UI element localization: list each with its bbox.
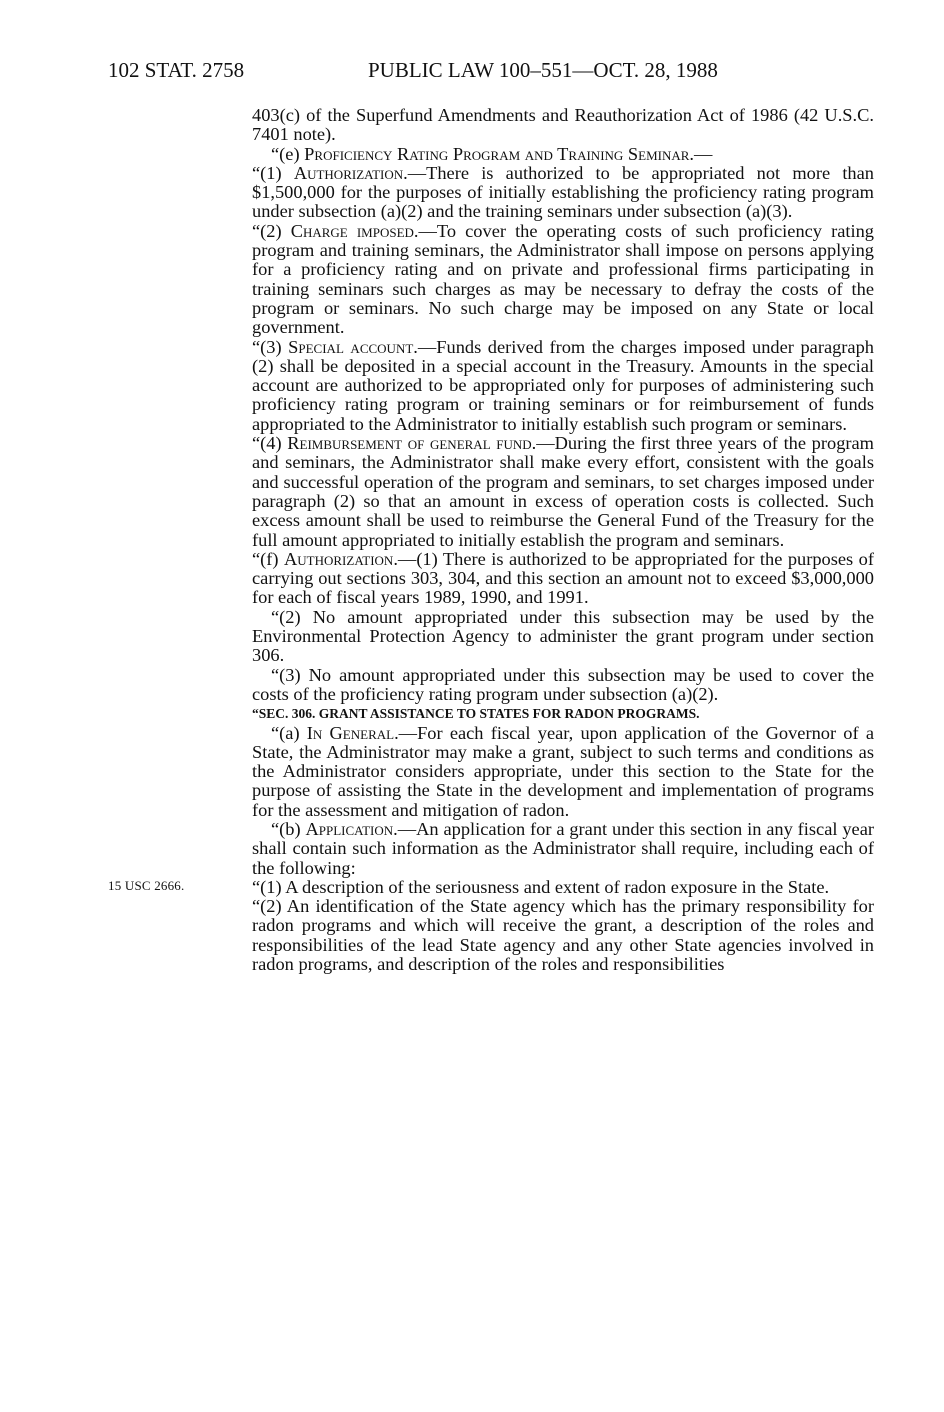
subsection-f: “(f) Authorization.—(1) There is authorized to be appropriated for the purposes of carrying out sections 303, 304, and this section an amount not to exceed $3,000,000 for each of fiscal years 1989, 1990, and 1991.	[252, 548, 874, 608]
paragraph-b-2: “(2) An identification of the State agency which has the primary responsibility for radon programs and which will receive the grant, a description of the roles and responsibilities of the lead State agency and any other State agencies involved in radon programs, and description of the roles and responsibilities	[252, 896, 874, 975]
paragraph: 403(c) of the Superfund Amendments and Reauthorization Act of 1986 (42 U.S.C. 7401 note).	[252, 105, 874, 145]
document-body	[252, 106, 874, 974]
paragraph-e-4: “(4) Reimbursement of general fund.—During the first three years of the program and seminars, the Administrator shall make every effort, consistent with the goals and successful operation of the program and seminars, to set charges imposed under paragraph (2) so that an amount in excess of operation costs is collected. Such excess amount shall be used to reimburse the General Fund of the Treasury for the full amount appropriated to initially establish the program and seminars.	[252, 433, 874, 550]
paragraph-e-1: “(1) Authorization.—There is authorized to be appropriated not more than $1,500,000 for the purposes of initially establishing the proficiency rating program under subsection (a)(2) and the training seminars under subsection (a)(3).	[252, 162, 874, 222]
subsection-a: “(a) In General.—For each fiscal year, upon application of the Governor of a State, the Administrator may make a grant, subject to such terms and conditions as the Administrator considers appropriate, under this section to the State for the purpose of assisting the State in the development and implementation of programs for the assessment and mitigation of radon.	[252, 722, 874, 820]
subsection-b: “(b) Application.—An application for a grant under this section in any fiscal year shall contain such information as the Administrator shall require, including each of the following:	[252, 818, 874, 878]
paragraph-e-3: “(3) Special account.—Funds derived from the charges imposed under paragraph (2) shall be deposited in a special account in the Treasury. Amounts in the special account are authorized to be appropriated only for purposes of administering such proficiency rating program or training seminars or for reimbursement of funds appropriated to the Administrator to initially establish such program or seminars.	[252, 336, 874, 434]
section-heading: “SEC. 306. GRANT ASSISTANCE TO STATES FOR RADON PROGRAMS.	[252, 706, 700, 722]
margin-citation: 15 USC 2666.	[108, 878, 185, 893]
law-title: PUBLIC LAW 100–551—OCT. 28, 1988	[368, 58, 718, 82]
paragraph-f-3: “(3) No amount appropriated under this subsection may be used to cover the costs of the proficiency rating program under subsection (a)(2).	[252, 664, 874, 704]
paragraph-e-2: “(2) Charge imposed.—To cover the operating costs of such proficiency rating program and training seminars, the Administrator shall impose on persons applying for a proficiency rating and on private and professional firms participating in training seminars such charges as may be necessary to defray the costs of the program or seminars. No such charge may be imposed on any State or local government.	[252, 220, 874, 338]
page-header	[0, 58, 944, 86]
subsection-e-heading: “(e) Proficiency Rating Program and Training Seminar.—	[271, 143, 713, 164]
stat-citation: 102 STAT. 2758	[108, 58, 245, 82]
paragraph-f-2: “(2) No amount appropriated under this subsection may be used by the Environmental Protection Agency to administer the grant program under section 306.	[252, 606, 874, 666]
paragraph-b-1: “(1) A description of the seriousness and extent of radon exposure in the State.	[252, 876, 830, 897]
